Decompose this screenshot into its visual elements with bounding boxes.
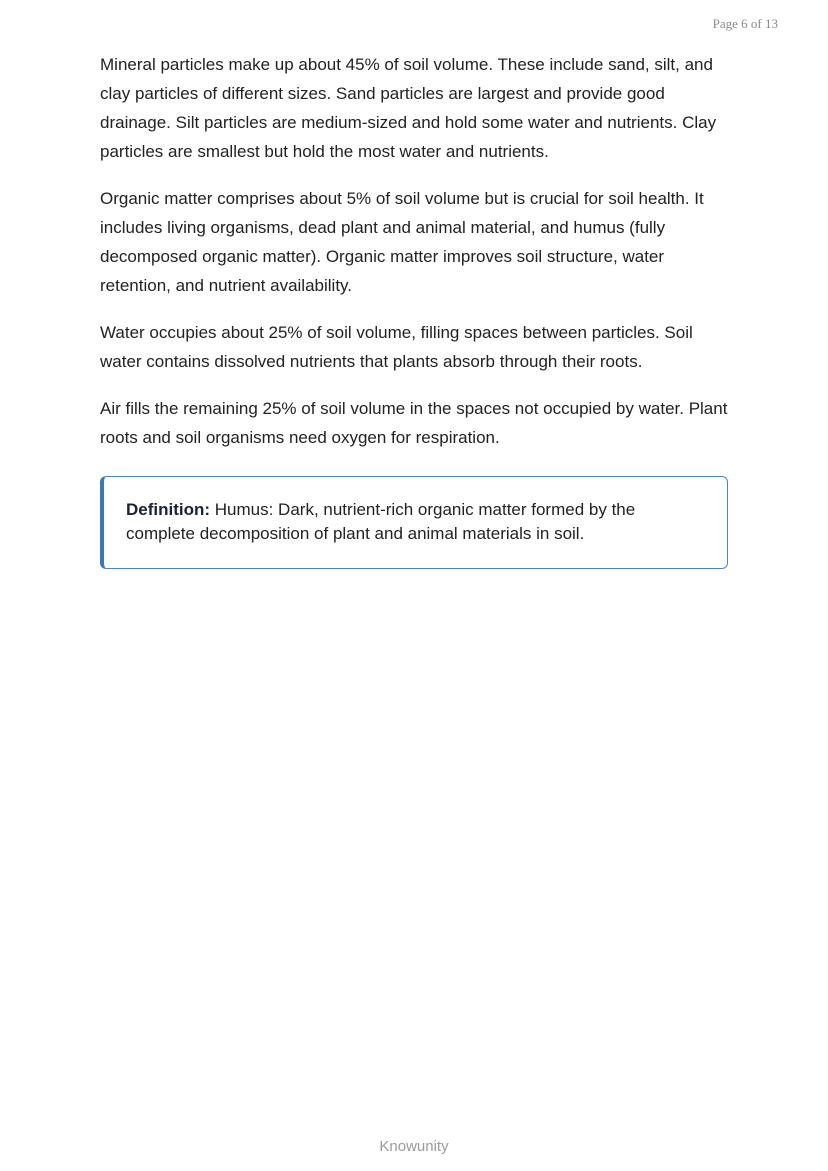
definition-text: Humus: Dark, nutrient-rich organic matter formed by the complete decomposition of plant and animal materials in soil. [126,500,636,543]
paragraph-organic-matter: Organic matter comprises about 5% of soil volume but is crucial for soil health. It includes living organisms, dead plant and animal material, and humus (fully decomposed organic matter). Organic matter improves soil structure, water retention, and nutrient availability. [100,189,704,295]
definition-box [100,476,728,569]
paragraph-water: Water occupies about 25% of soil volume, filling spaces between particles. Soil water contains dissolved nutrients that plants absorb through their roots. [100,323,693,371]
main-content [100,50,728,569]
paragraph-air: Air fills the remaining 25% of soil volume in the spaces not occupied by water. Plant roots and soil organisms need oxygen for respiration. [100,399,728,447]
paragraph-mineral-particles: Mineral particles make up about 45% of soil volume. These include sand, silt, and clay particles of different sizes. Sand particles are largest and provide good drainage. Silt particles are medium-sized and hold some water and nutrients. Clay particles are smallest but hold the most water and nutrients. [100,55,717,161]
definition-label: Definition: [126,500,215,519]
page-number: Page 6 of 13 [712,16,778,31]
footer-brand: Knowunity [379,1138,449,1155]
